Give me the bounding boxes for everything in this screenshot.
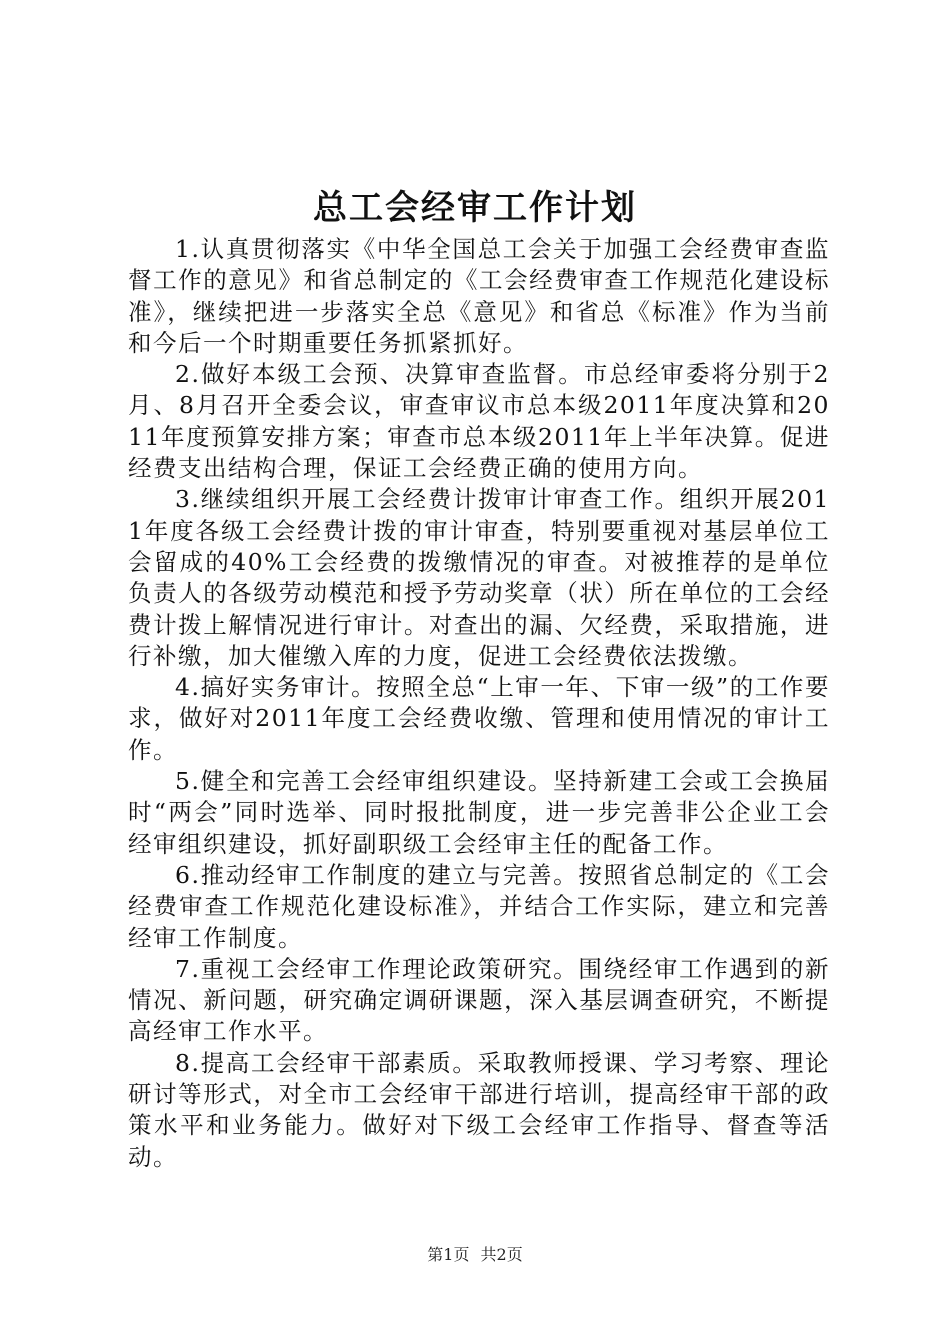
paragraph-8: 8.提高工会经审干部素质。采取教师授课、学习考察、理论研讨等形式，对全市工会经审干部进行培训，提高经审干部的政策水平和业务能力。做好对下级工会经审工作指导、督查等活动。 xyxy=(128,1048,830,1171)
document-title: 总工会经审工作计划 xyxy=(313,188,637,228)
paragraph-1: 1.认真贯彻落实《中华全国总工会关于加强工会经费审查监督工作的意见》和省总制定的《工会经费审查工作规范化建设标准》，继续把进一步落实全总《意见》和省总《标准》作为当前和今后一个时期重要任务抓紧抓好。 xyxy=(128,235,830,357)
paragraph-4: 4.搞好实务审计。按照全总“上审一年、下审一级”的工作要求，做好对2011年度工会经费收缴、管理和使用情况的审计工作。 xyxy=(128,673,830,764)
document-body xyxy=(128,234,830,1173)
page-footer xyxy=(0,1243,950,1267)
total-pages-label: 共2页 xyxy=(480,1245,523,1264)
paragraph-5: 5.健全和完善工会经审组织建设。坚持新建工会或工会换届时“两会”同时选举、同时报批制度，进一步完善非公企业工会经审组织建设，抓好副职级工会经审主任的配备工作。 xyxy=(128,767,830,858)
current-page-label: 第1页 xyxy=(427,1245,470,1264)
paragraph-7: 7.重视工会经审工作理论政策研究。围绕经审工作遇到的新情况、新问题，研究确定调研课题，深入基层调查研究，不断提高经审工作水平。 xyxy=(128,954,830,1046)
paragraph-2: 2.做好本级工会预、决算审查监督。市总经审委将分别于2月、8月召开全委会议，审查审议市总本级2011年度决算和2011年度预算安排方案；审查市总本级2011年上半年决算。促进经费支出结构合理，保证工会经费正确的使用方向。 xyxy=(128,360,830,483)
paragraph-6: 6.推动经审工作制度的建立与完善。按照省总制定的《工会经费审查工作规范化建设标准》，并结合工作实际，建立和完善经审工作制度。 xyxy=(128,860,830,952)
paragraph-3: 3.继续组织开展工会经费计拨审计审查工作。组织开展2011年度各级工会经费计拨的审计审查，特别要重视对基层单位工会留成的40%工会经费的拨缴情况的审查。对被推荐的是单位负责人的各级劳动模范和授予劳动奖章（状）所在单位的工会经费计拨上解情况进行审计。对查出的漏、欠经费，采取措施，进行补缴，加大催缴入库的力度，促进工会经费依法拨缴。 xyxy=(128,485,830,670)
